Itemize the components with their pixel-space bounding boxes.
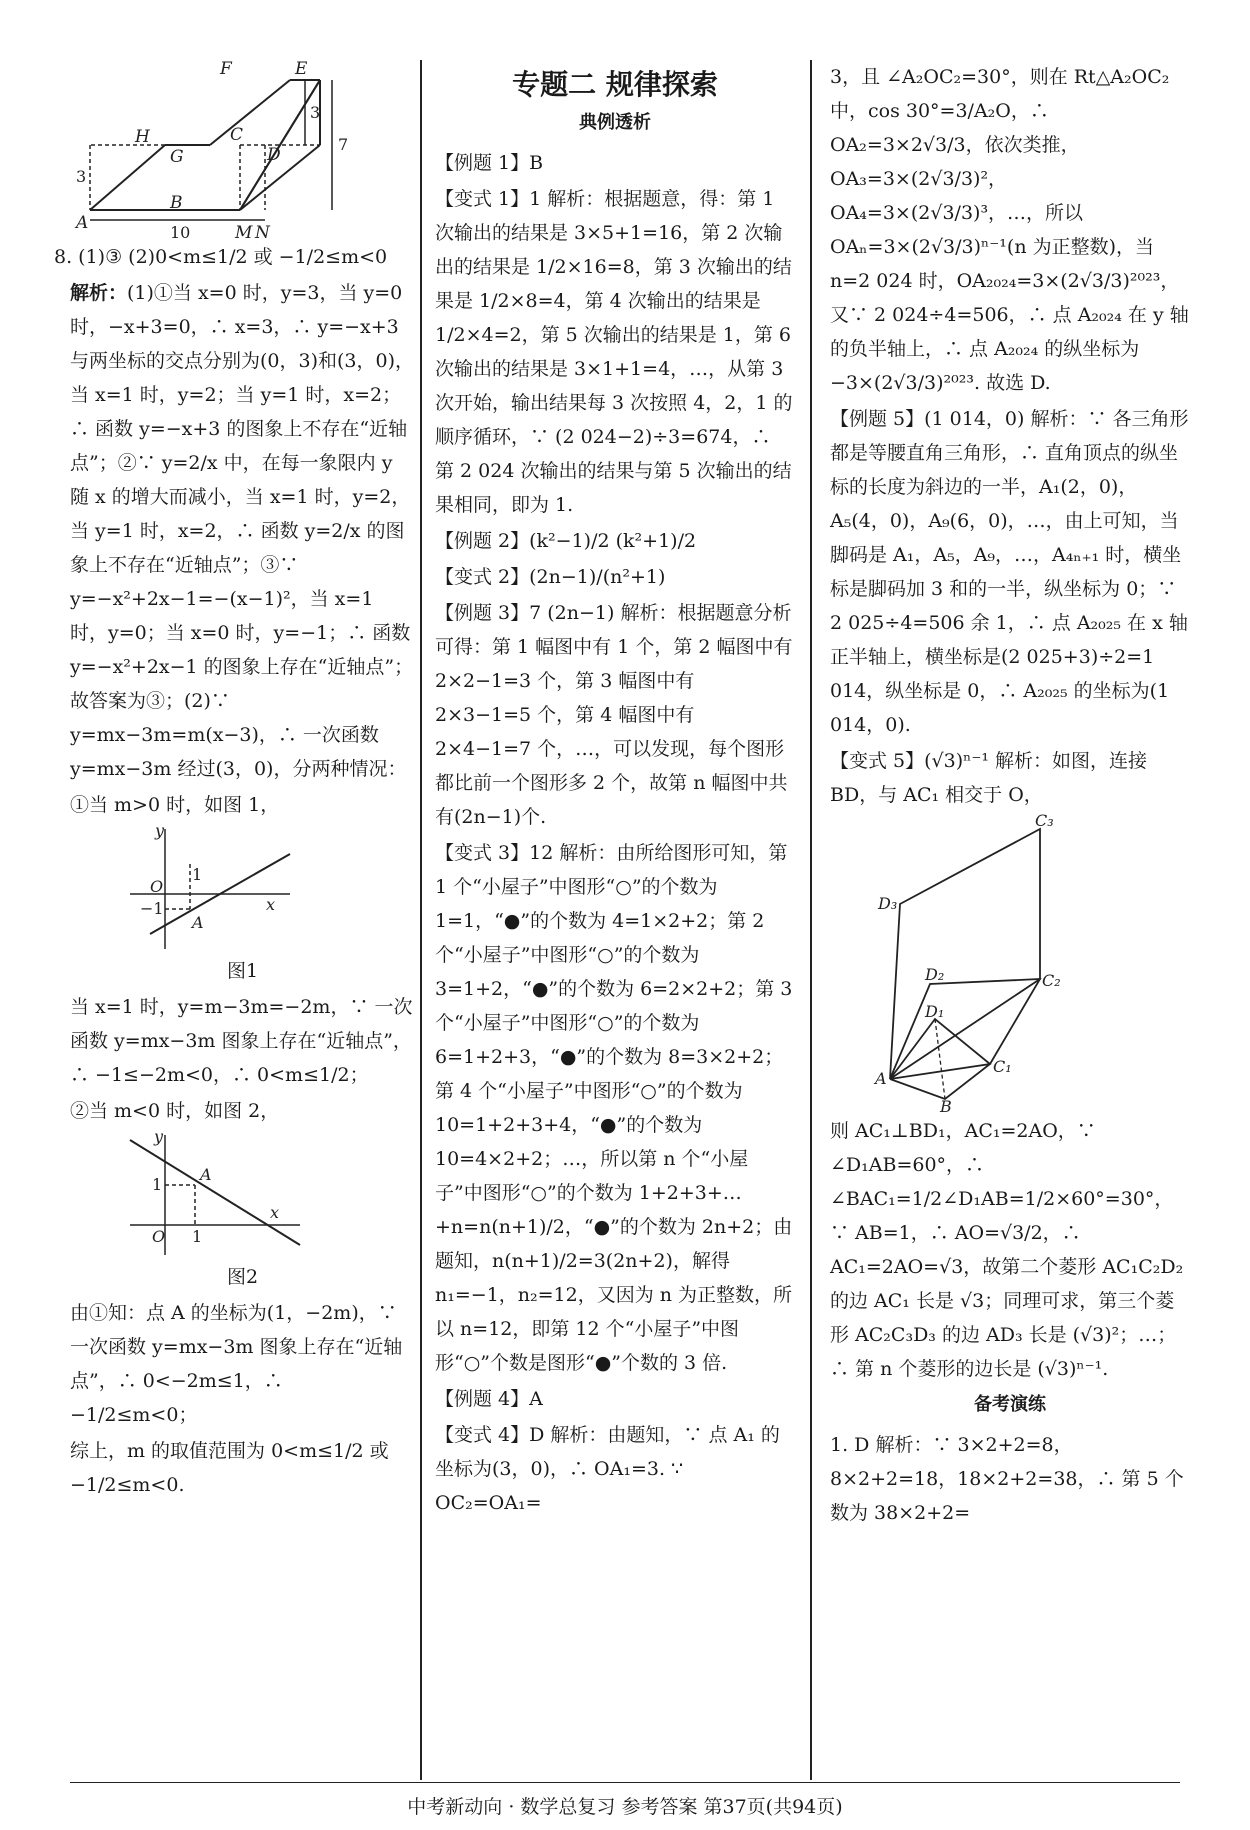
fig-label-H: H bbox=[135, 127, 150, 147]
rh-label-C2: C₂ bbox=[1042, 971, 1061, 990]
fig2-y-label: y bbox=[154, 1130, 164, 1146]
q8-para-6: 综上，m 的取值范围为 0<m≤1/2 或 −1/2≤m<0. bbox=[70, 1440, 389, 1496]
practice-q1: 1. D 解析：∵ 3×2+2=8，8×2+2=18，18×2+2=38，∴ 第 5 个数为 38×2+2= bbox=[830, 1434, 1184, 1524]
column-divider-left bbox=[420, 60, 422, 1780]
variant-4-continued: 3，且 ∠A₂OC₂=30°，则在 Rt△A₂OC₂ 中，cos 30°=3/A₂O，∴ OA₂=3×2√3/3，依次类推，OA₃=3×(2√3/3)²，OA₄=3×(2√3/3)³，…，所以 OAₙ=3×(2√3/3)ⁿ⁻¹(n 为正整数)，当 n=2 024 时，OA₂₀₂₄=3×(2√3/3)²⁰²³，又∵ 2 024÷4=506，∴ 点 A₂₀₂₄ 在 y 轴的负半轴上，∴ 点 A₂₀₂₄ 的纵坐标为 −3×(2√3/3)²⁰²³. 故选 D. bbox=[830, 66, 1189, 394]
figure-2-caption: 图2 bbox=[226, 1266, 259, 1288]
item-variant-1: 【变式 1】1 解析：根据题意，得：第 1 次输出的结果是 3×5+1=16，第 2 次输出的结果是 1/2×16=8，第 3 次输出的结果是 1/2×8=4，第 4 次输出的结果是 1/2×4=2，第 5 次输出的结果是 1，第 6 次输出的结果是 3×1+1=4，…，从第 3 次开始，输出结果每 3 次按照 4，2，1 的顺序循环，∵ (2 024−2)÷3=674，∴ 第 2 024 次输出的结果与第 5 次输出的结果相同，即为 1. bbox=[435, 188, 793, 516]
item-example-1: 【例题 1】B bbox=[435, 152, 544, 174]
fig-label-G: G bbox=[170, 147, 184, 167]
fig2-x-label: x bbox=[270, 1203, 280, 1222]
fig1-origin: O bbox=[150, 877, 164, 896]
item-example-4: 【例题 4】A bbox=[435, 1388, 543, 1410]
rh-label-D1: D₁ bbox=[925, 1002, 945, 1021]
prism-figure bbox=[70, 60, 415, 240]
rh-label-D3: D₃ bbox=[878, 894, 898, 913]
fig-label-A: A bbox=[76, 213, 89, 233]
fig1-y-label: y bbox=[155, 824, 165, 840]
q8-para-2: ①当 m>0 时，如图 1， bbox=[70, 794, 280, 816]
fig-label-C: C bbox=[230, 125, 244, 145]
item-variant-3: 【变式 3】12 解析：由所给图形可知，第 1 个“小屋子”中图形“○”的个数为 1=1，“●”的个数为 4=1×2+2；第 2 个“小屋子”中图形“○”的个数为 3=1+2，“●”的个数为 6=2×2+2；第 3 个“小屋子”中图形“○”的个数为 6=1+2+3，“●”的个数为 8=3×2+2；第 4 个“小屋子”中图形“○”的个数为 10=1+2+3+4，“●”的个数为 10=4×2+2；…，所以第 n 个“小屋子”中图形“○”的个数为 1+2+3+…+n=n(n+1)/2，“●”的个数为 2n+2；由题知，n(n+1)/2=3(2n+2)，解得 n₁=−1，n₂=12，又因为 n 为正整数，所以 n=12，即第 12 个“小屋子”中图形“○”个数是图形“●”个数的 3 倍. bbox=[435, 842, 793, 1374]
footer-rule bbox=[70, 1782, 1180, 1783]
column-2 bbox=[435, 60, 795, 1522]
fig2-tick-x1: 1 bbox=[192, 1227, 203, 1246]
item-variant-2: 【变式 2】(2n−1)/(n²+1) bbox=[435, 566, 666, 588]
practice-section-title: 备考演练 bbox=[974, 1394, 1046, 1415]
fig-length-7: 7 bbox=[338, 135, 349, 154]
rh-label-C1: C₁ bbox=[993, 1057, 1012, 1076]
rh-label-B: B bbox=[940, 1097, 952, 1114]
fig1-tick-1: 1 bbox=[192, 865, 203, 884]
fig-length-3-right: 3 bbox=[310, 103, 321, 122]
q8-answer: 8. (1)③ (2)0<m≤1/2 或 −1/2≤m<0 bbox=[54, 246, 388, 268]
column-1 bbox=[54, 60, 415, 1504]
q8-para-5: 由①知：点 A 的坐标为(1，−2m)，∵ 一次函数 y=mx−3m 图象上存在“近轴点”，∴ 0<−2m≤1，∴ −1/2≤m<0； bbox=[70, 1302, 403, 1426]
section-title: 专题二 规律探索 bbox=[512, 68, 718, 101]
fig-length-10: 10 bbox=[170, 223, 191, 240]
rh-label-C3: C₃ bbox=[1035, 814, 1054, 830]
fig-label-E: E bbox=[295, 60, 308, 79]
item-variant-4: 【变式 4】D 解析：由题知，∵ 点 A₁ 的坐标为(3，0)，∴ OA₁=3. ∵ OC₂=OA₁= bbox=[435, 1424, 780, 1514]
q8-para-1: (1)①当 x=0 时，y=3，当 y=0 时，−x+3=0，∴ x=3，∴ y=−x+3 与两坐标的交点分别为(0，3)和(3，0)，当 x=1 时，y=2；当 y=1 时，x=2；∴ 函数 y=−x+3 的图象上不存在“近轴点”；②∵ y=2/x 中，在每一象限内 y 随 x 的增大而减小，当 x=1 时，y=2，当 y=1 时，x=2，∴ 函数 y=2/x 的图象上不存在“近轴点”；③∵ y=−x²+2x−1=−(x−1)²，当 x=1 时，y=0；当 x=0 时，y=−1；∴ 函数 y=−x²+2x−1 的图象上存在“近轴点”；故答案为③；(2)∵ y=mx−3m=m(x−3)，∴ 一次函数 y=mx−3m 经过(3，0)，分两种情况： bbox=[70, 282, 415, 780]
fig-label-F: F bbox=[220, 60, 232, 79]
q8-para-3: 当 x=1 时，y=m−3m=−2m，∵ 一次函数 y=mx−3m 图象上存在“近轴点”，∴ −1≤−2m<0，∴ 0<m≤1/2； bbox=[70, 996, 413, 1086]
item-example-2: 【例题 2】(k²−1)/2 (k²+1)/2 bbox=[435, 530, 697, 552]
rh-label-D2: D₂ bbox=[925, 965, 945, 984]
fig1-x-label: x bbox=[266, 895, 276, 914]
figure-2 bbox=[70, 1130, 415, 1260]
fig2-origin: O bbox=[152, 1227, 166, 1246]
variant-5-continued: 则 AC₁⊥BD₁，AC₁=2AO，∵ ∠D₁AB=60°，∴ ∠BAC₁=1/2∠D₁AB=1/2×60°=30°，∵ AB=1，∴ AO=√3/2，∴ AC₁=2AO=√3，故第二个菱形 AC₁C₂D₂ 的边 AC₁ 长是 √3；同理可求，第三个菱形 AC₂C₃D₃ 的边 AD₃ 长是 (√3)²；…；∴ 第 n 个菱形的边长是 (√3)ⁿ⁻¹. bbox=[830, 1120, 1184, 1380]
q8-analysis bbox=[70, 276, 415, 786]
fig1-tick-minus1: −1 bbox=[140, 899, 164, 918]
page-footer: 中考新动向 · 数学总复习 参考答案 第37页(共94页) bbox=[407, 1796, 843, 1818]
figure-1 bbox=[70, 824, 415, 954]
fig-label-N: N bbox=[255, 223, 270, 240]
rhombus-figure bbox=[830, 814, 1190, 1114]
column-divider-right bbox=[810, 60, 812, 1780]
item-variant-5: 【变式 5】(√3)ⁿ⁻¹ 解析：如图，连接 BD，与 AC₁ 相交于 O， bbox=[830, 750, 1148, 806]
fig-label-M: M bbox=[235, 223, 253, 240]
q8-para-4: ②当 m<0 时，如图 2， bbox=[70, 1100, 280, 1122]
item-example-3: 【例题 3】7 (2n−1) 解析：根据题意分析可得：第 1 幅图中有 1 个，第 2 幅图中有 2×2−1=3 个，第 3 幅图中有 2×3−1=5 个，第 4 幅图中有 2×4−1=7 个，…，可以发现，每个图形都比前一个图形多 2 个，故第 n 幅图中共有(2n−1)个. bbox=[435, 602, 793, 828]
column-3 bbox=[830, 60, 1190, 1532]
analysis-label: 解析： bbox=[70, 282, 128, 304]
fig-length-3-left: 3 bbox=[76, 167, 87, 186]
fig2-tick-y1: 1 bbox=[152, 1175, 163, 1194]
fig-label-B: B bbox=[170, 193, 183, 213]
figure-1-caption: 图1 bbox=[226, 960, 259, 982]
fig1-point-A: A bbox=[192, 913, 204, 932]
section-subtitle: 典例透析 bbox=[579, 112, 651, 133]
rh-label-A: A bbox=[875, 1069, 887, 1088]
fig2-point-A: A bbox=[200, 1165, 212, 1184]
item-example-5: 【例题 5】(1 014，0) 解析：∵ 各三角形都是等腰直角三角形，∴ 直角顶点的纵坐标的长度为斜边的一半，A₁(2，0)，A₅(4，0)，A₉(6，0)，…，由上可知，当脚码是 A₁，A₅，A₉，…，A₄ₙ₊₁ 时，横坐标是脚码加 3 和的一半，纵坐标为 0；∵ 2 025÷4=506 余 1，∴ 点 A₂₀₂₅ 在 x 轴正半轴上，横坐标是(2 025+3)÷2=1 014，纵坐标是 0，∴ A₂₀₂₅ 的坐标为(1 014，0). bbox=[830, 408, 1189, 736]
fig-label-D: D bbox=[267, 145, 281, 165]
